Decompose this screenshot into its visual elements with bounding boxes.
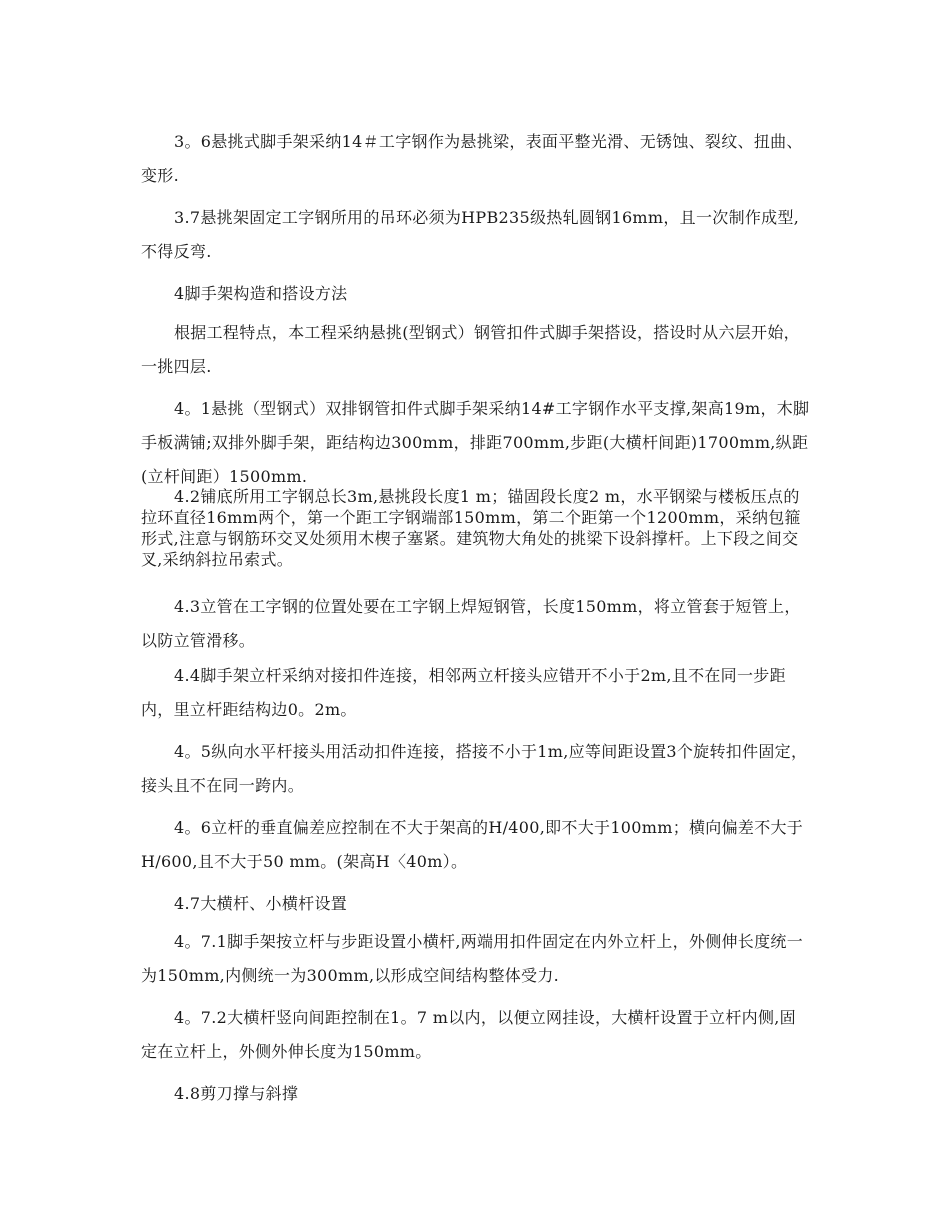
paragraph-project-features: 根据工程特点，本工程采纳悬挑(型钢式）钢管扣件式脚手架搭设，搭设时从六层开始，一挑四层. (141, 323, 800, 376)
paragraph-4-1: 4。1悬挑（型钢式）双排钢管扣件式脚手架采纳14#工字钢作水平支撑,架高19m，木脚手板满铺;双排外脚手架，距结构边300mm，排距700mm,步距(大横杆间距)1700mm,纵距(立杆间距）1500mm. (141, 399, 810, 486)
paragraph-3-6: 3。6悬挑式脚手架采纳14＃工字钢作为悬挑梁，表面平整光滑、无锈蚀、裂纹、扭曲、变形. (141, 132, 803, 185)
paragraph-4-3: 4.3立管在工字钢的位置处要在工字钢上焊短钢管，长度150mm，将立管套于短管上，以防立管滑移。 (141, 597, 801, 650)
paragraph-3-7: 3.7悬挑架固定工字钢所用的吊环必须为HPB235级热轧圆钢16mm，且一次制作成型,不得反弯. (141, 208, 800, 261)
paragraph-4-4: 4.4脚手架立杆采纳对接扣件连接，相邻两立杆接头应错开不小于2m,且不在同一步距内，里立杆距结构边0。2m。 (141, 666, 786, 719)
paragraph-4-2: 4.2铺底所用工字钢总长3m,悬挑段长度1 m；锚固段长度2 m，水平钢梁与楼板压点的拉环直径16mm两个，第一个距工字钢端部150mm，第二个距第一个1200mm，采纳包箍形式,注意与钢筋环交叉处须用木楔子塞紧。建筑物大角处的挑梁下设斜撑杆。上下段之间交叉,采纳斜拉吊索式。 (141, 487, 801, 569)
paragraph-4-7-2: 4。7.2大横杆竖向间距控制在1。7 m以内，以便立网挂设，大横杆设置于立杆内侧,固定在立杆上，外侧外伸长度为150mm。 (141, 1008, 796, 1061)
section-heading-4-7: 4.7大横杆、小横杆设置 (174, 894, 348, 913)
paragraph-4-6: 4。6立杆的垂直偏差应控制在不大于架高的H/400,即不大于100mm；横向偏差不大于H/600,且不大于50 mm。(架高H〈40m）。 (141, 818, 804, 871)
section-heading-4-8: 4.8剪刀撑与斜撑 (174, 1084, 299, 1103)
section-heading-4: 4脚手架构造和搭设方法 (174, 284, 348, 303)
paragraph-4-7-1: 4。7.1脚手架按立杆与步距设置小横杆,两端用扣件固定在内外立杆上，外侧伸长度统一为150mm,内侧统一为300mm,以形成空间结构整体受力. (141, 932, 804, 985)
paragraph-4-5: 4。5纵向水平杆接头用活动扣件连接，搭接不小于1m,应等间距设置3个旋转扣件固定，接头且不在同一跨内。 (141, 742, 808, 795)
